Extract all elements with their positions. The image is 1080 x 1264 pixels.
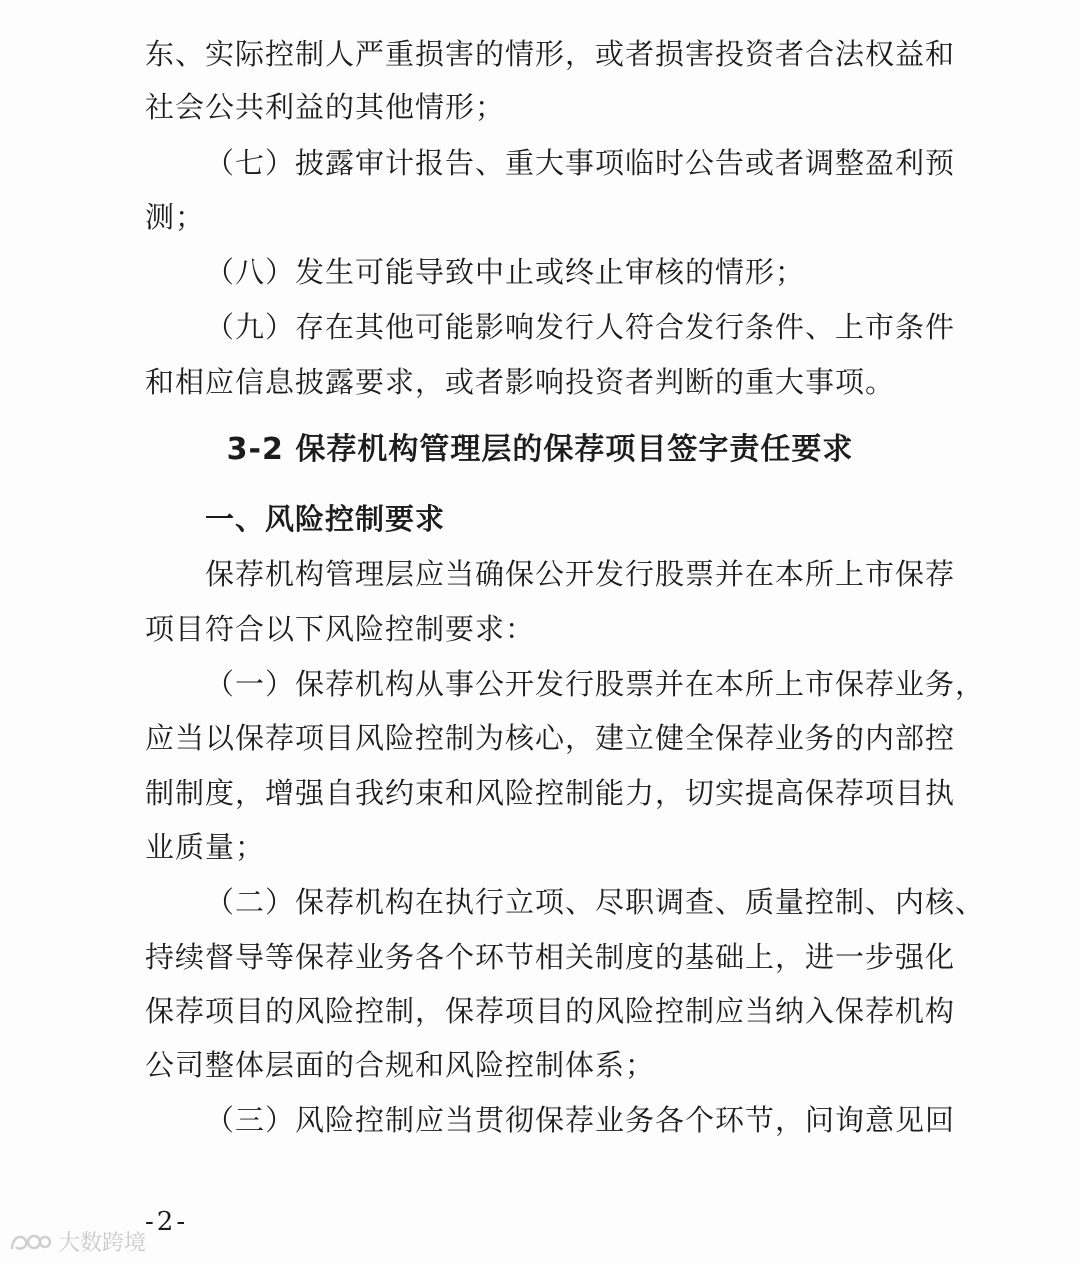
body-line: （九）存在其他可能影响发行人符合发行条件、上市条件 xyxy=(205,310,956,344)
body-line: 和相应信息披露要求，或者影响投资者判断的重大事项。 xyxy=(145,365,896,399)
body-line: 项目符合以下风险控制要求： xyxy=(145,612,536,646)
body-line: 社会公共利益的其他情形； xyxy=(145,90,506,124)
body-line: （七）披露审计报告、重大事项临时公告或者调整盈利预 xyxy=(205,146,956,180)
body-line: （八）发生可能导致中止或终止审核的情形； xyxy=(205,255,806,289)
page-number: -2- xyxy=(145,1207,189,1237)
body-line: 保荐机构管理层应当确保公开发行股票并在本所上市保荐 xyxy=(205,557,956,591)
watermark-text: 大数跨境 xyxy=(58,1231,147,1256)
subsection-title: 一、风险控制要求 xyxy=(205,502,446,536)
body-line: 持续督导等保荐业务各个环节相关制度的基础上，进一步强化 xyxy=(145,940,956,974)
body-line: 东、实际控制人严重损害的情形，或者损害投资者合法权益和 xyxy=(145,37,956,71)
watermark-logo-icon xyxy=(8,1229,52,1255)
watermark xyxy=(8,1226,146,1257)
body-line: 制制度，增强自我约束和风险控制能力，切实提高保荐项目执 xyxy=(145,776,956,810)
body-line: 公司整体层面的合规和风险控制体系； xyxy=(145,1048,656,1082)
body-line: 保荐项目的风险控制，保荐项目的风险控制应当纳入保荐机构 xyxy=(145,994,956,1028)
section-title: 3-2 保荐机构管理层的保荐项目签字责任要求 xyxy=(226,432,854,467)
body-line: （一）保荐机构从事公开发行股票并在本所上市保荐业务， xyxy=(205,667,986,701)
body-line: （二）保荐机构在执行立项、尽职调查、质量控制、内核、 xyxy=(205,885,986,919)
body-line: （三）风险控制应当贯彻保荐业务各个环节，问询意见回 xyxy=(205,1103,956,1137)
body-line: 应当以保荐项目风险控制为核心，建立健全保荐业务的内部控 xyxy=(145,721,956,755)
body-line: 业质量； xyxy=(145,830,266,864)
body-line: 测； xyxy=(145,200,206,234)
